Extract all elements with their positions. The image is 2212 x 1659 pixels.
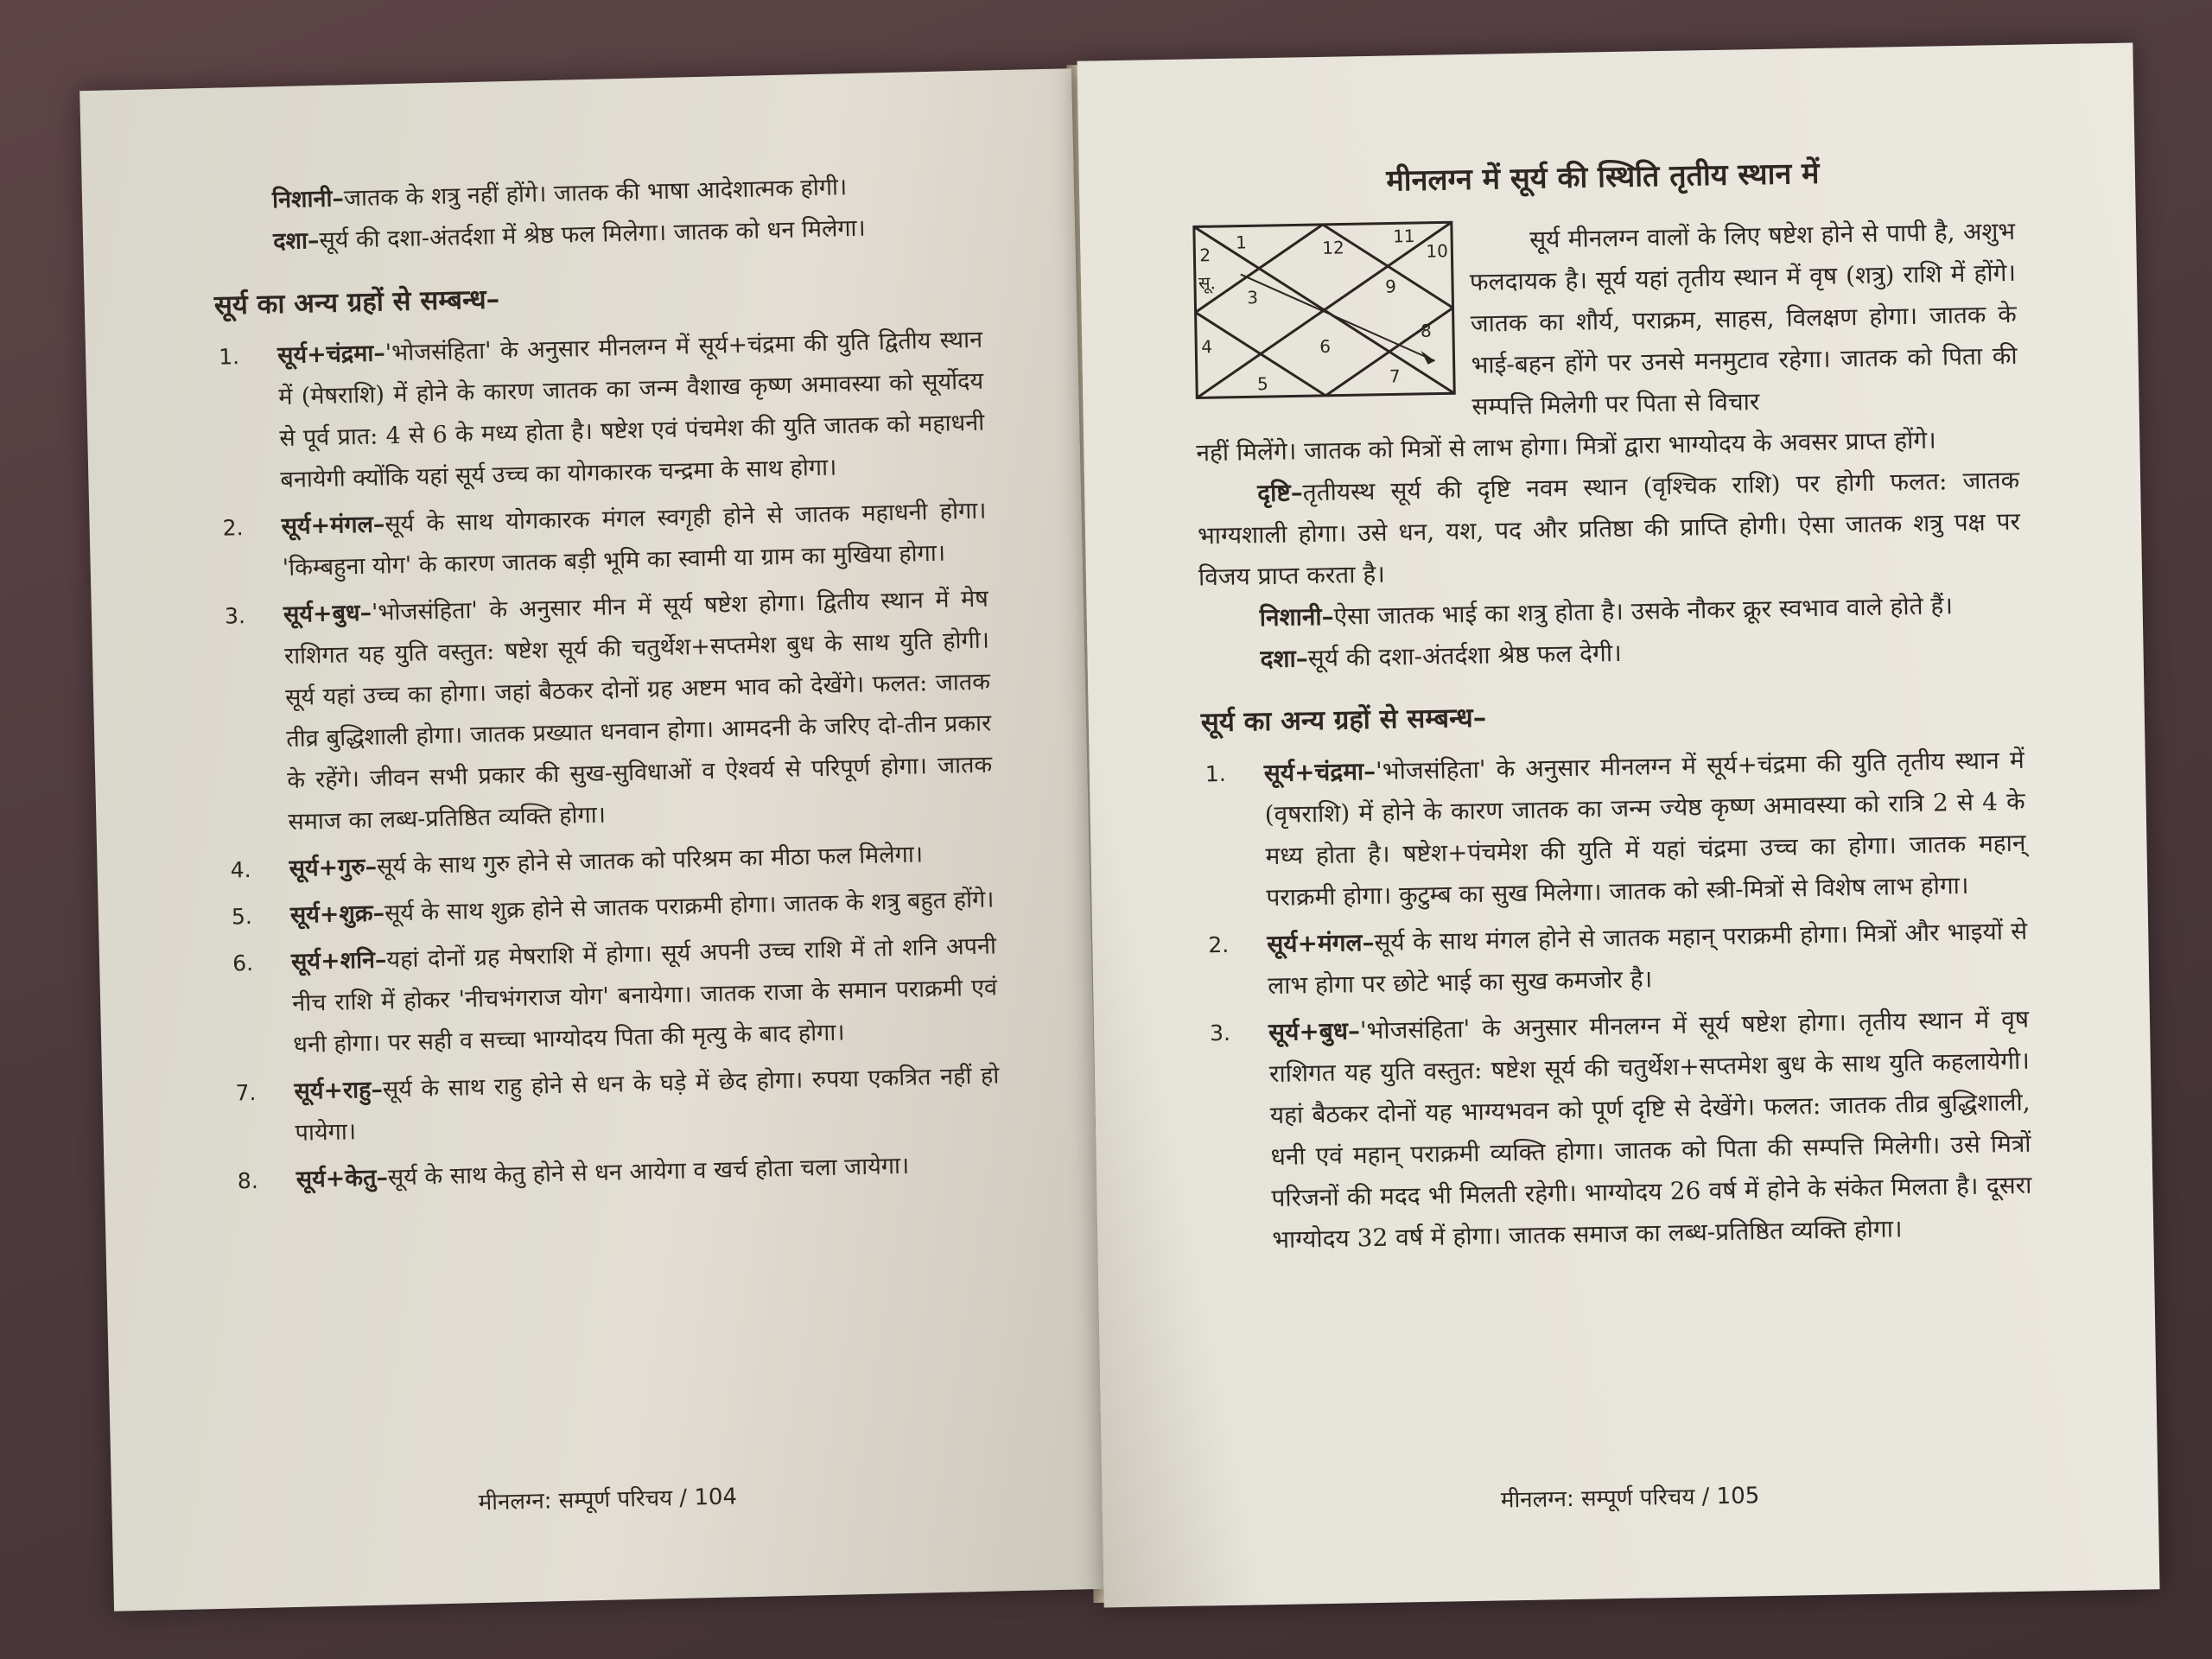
house-8-label: 8 <box>1420 320 1432 341</box>
right-section-heading: सूर्य का अन्य ग्रहों से सम्बन्ध– <box>1200 702 1487 739</box>
left-section-heading: सूर्य का अन्य ग्रहों से सम्बन्ध– <box>213 283 500 321</box>
intro-text: सूर्य की दशा-अंतर्दशा में श्रेष्ठ फल मिलेगा। जातक को धन मिलेगा। <box>319 214 867 255</box>
item-label: सूर्य+शनि– <box>290 946 387 976</box>
item-number: 3. <box>224 603 246 629</box>
list-item <box>1206 999 2033 1262</box>
item-label: सूर्य+बुध– <box>283 599 372 629</box>
right-intro-text: सूर्य मीनलग्न वालों के लिए षष्टेश होने से पापी है, अशुभ फलदायक है। सूर्य यहां तृतीय स्थान में वृष (शत्रु) राशि में होंगे। जातक का शौर्य, पराक्रम, साहस, विलक्षण होगा। जातक के भाई-बहन होंगे पर उनसे मनमुटाव रहेगा। जातक को पिता की सम्पत्ति मिलेगी पर पिता से विचार <box>1469 216 2018 421</box>
item-label: सूर्य+मंगल– <box>1267 927 1375 959</box>
house-11-label: 11 <box>1392 226 1415 247</box>
list-item <box>215 320 986 503</box>
item-text: सूर्य के साथ शुक्र होने से जातक पराक्रमी होगा। जातक के शत्रु बहुत होंगे। <box>384 886 995 927</box>
horoscope-chart-svg <box>1192 220 1456 399</box>
list-item <box>219 491 988 591</box>
left-page <box>79 68 1106 1611</box>
house-7-label: 7 <box>1389 365 1401 387</box>
para-label: निशानी– <box>1259 601 1334 632</box>
intro-label: दशा– <box>272 227 320 256</box>
item-label: सूर्य+चंद्रमा– <box>1263 756 1376 788</box>
para-label: दशा– <box>1260 644 1309 674</box>
list-item <box>1205 911 2029 1008</box>
item-number: 1. <box>218 344 240 370</box>
item-text: सूर्य के साथ केतु होने से धन आयेगा व खर्च होता चला जायेगा। <box>387 1152 910 1192</box>
item-number: 2. <box>222 515 244 541</box>
right-para-drishti <box>1197 460 2021 599</box>
intro-label: निशानी– <box>271 185 345 214</box>
item-label: सूर्य+शुक्र– <box>289 899 385 929</box>
item-text: 'भोजसंहिता' के अनुसार मीनलग्न में सूर्य+चंद्रमा की युति द्वितीय स्थान में (मेषराशि) में होने के कारण जातक का जन्म वैशाख कृष्ण अमावस्या को सूर्योदय से पूर्व प्रात: 4 से 6 के मध्य होता है। षष्टेश एवं पंचमेश की युति जातक को महाधनी बनायेगी क्योंकि यहां सूर्य उच्च का योगकारक चन्द्रमा के साथ होगा। <box>277 326 985 494</box>
house-9-label: 9 <box>1384 276 1397 297</box>
house-2-label: 2 <box>1199 245 1211 266</box>
item-number: 6. <box>232 950 254 976</box>
list-item <box>229 925 999 1067</box>
list-item <box>232 1055 1001 1155</box>
list-item <box>220 579 993 845</box>
house-5-label: 5 <box>1256 372 1268 395</box>
chart-and-intro <box>1192 211 2018 433</box>
left-relation-list <box>215 320 1002 1203</box>
item-text: सूर्य के साथ राहु होने से धन के घड़े में छेद होगा। रुपया एकत्रित नहीं हो पायेगा। <box>295 1062 1000 1147</box>
item-label: सूर्य+मंगल– <box>281 511 385 541</box>
right-page-footer: मीनलग्न: सम्पूर्ण परिचय / 105 <box>1500 1483 1760 1514</box>
para-text: तृतीयस्थ सूर्य की दृष्टि नवम स्थान (वृश्चिक राशि) पर होगी फलत: जातक भाग्यशाली होगा। उसे धन, यश, पद और प्रतिष्ठा की प्राप्ति होगी। ऐसा जातक शत्रु पक्ष पर विजय प्राप्त करता है। <box>1197 465 2021 592</box>
chart-diamond-edge <box>1194 225 1325 313</box>
item-text: यहां दोनों ग्रह मेषराशि में होगा। सूर्य अपनी उच्च राशि में तो शनि अपनी नीच राशि में होकर 'नीचभंगराज योग' बनायेगा। जातक राजा के समान पराक्रमी एवं धनी होगा। पर सही व सच्चा भाग्योदय पिता की मृत्यु के बाद होगा। <box>291 932 998 1058</box>
item-label: सूर्य+चंद्रमा– <box>276 340 386 370</box>
item-label: सूर्य+केतु– <box>296 1164 389 1193</box>
right-relation-list <box>1201 740 2032 1262</box>
item-label: सूर्य+गुरु– <box>289 853 378 882</box>
house-1-label: 1 <box>1235 232 1248 253</box>
item-number: 2. <box>1208 931 1230 958</box>
item-number: 4. <box>230 856 251 883</box>
planet-sun-label: सू. <box>1198 272 1217 294</box>
aspect-arrow-line <box>1241 271 1435 365</box>
item-label: सूर्य+राहु– <box>294 1076 384 1105</box>
house-12-label: 12 <box>1322 237 1344 258</box>
house-3-label: 3 <box>1247 287 1259 308</box>
horoscope-chart <box>1192 220 1457 432</box>
right-page-title: मीनलग्न में सूर्य की स्थिति तृतीय स्थान में <box>1386 156 1820 199</box>
item-number: 1. <box>1205 760 1227 787</box>
item-text: 'भोजसंहिता' के अनुसार मीनलग्न में सूर्य+चंद्रमा की युति तृतीय स्थान में (वृषराशि) में होने के कारण जातक का जन्म ज्येष्ठ कृष्ण अमावस्या को रात्रि 2 से 4 के मध्य होता है। षष्टेश+पंचमेश की युति में यहां चंद्रमा उच्च का होगा। जातक महान् पराक्रमी होगा। कुटुम्ब का सुख मिलेगा। जातक को स्त्री-मित्रों से विशेष लाभ होगा। <box>1264 745 2026 912</box>
item-number: 7. <box>235 1079 257 1106</box>
item-text: सूर्य के साथ मंगल होने से जातक महान् पराक्रमी होगा। मित्रों और भाइयों से लाभ होगा पर छोटे भाई का सुख कमजोर है। <box>1267 916 2028 1001</box>
para-label: दृष्टि– <box>1256 478 1303 508</box>
right-page <box>1077 42 2159 1607</box>
para-text: ऐसा जातक भाई का शत्रु होता है। उसके नौकर क्रूर स्वभाव वाले होते हैं। <box>1333 591 1954 631</box>
item-label: सूर्य+बुध– <box>1268 1016 1361 1047</box>
left-page-footer: मीनलग्न: सम्पूर्ण परिचय / 104 <box>478 1484 738 1516</box>
item-text: 'भोजसंहिता' के अनुसार मीनलग्न में सूर्य षष्टेश होगा। तृतीय स्थान में वृष राशिगत यह युति वस्तुत: षष्टेश सूर्य की चतुर्थेश+सप्तमेश बुध के साथ युति कहलायेगी। यहां बैठकर दोनों यह भाग्यभवन को पूर्ण दृष्टि से देखेंगे। फलत: जातक तीव्र बुद्धिशाली, धनी एवं महान् पराक्रमी व्यक्ति होगा। जातक को पिता की सम्पत्ति मिलेगी। उसे मित्रों परिजनों की मदद भी मिलती रहेगी। भाग्योदय 26 वर्ष में होने के संकेत मिलता है। दूसरा भाग्योदय 32 वर्ष में होगा। जातक समाज का लब्ध-प्रतिष्ठित व्यक्ति होगा। <box>1268 1004 2032 1255</box>
aspect-arrow-head <box>1421 351 1434 365</box>
item-text: सूर्य के साथ गुरु होने से जातक को परिश्रम का मीठा फल मिलेगा। <box>376 841 924 880</box>
right-intro-continued: नहीं मिलेंगे। जातक को मित्रों से लाभ होगा। मित्रों द्वारा भाग्योदय के अवसर प्राप्त होंगे। <box>1196 425 1937 467</box>
list-item <box>1201 740 2026 920</box>
item-number: 5. <box>231 903 253 930</box>
item-text: सूर्य के साथ योगकारक मंगल स्वगृही होने से जातक महाधनी होगा। 'किम्बहुना योग' के कारण जातक बड़ी भूमि का स्वामी या ग्राम का मुखिया होगा। <box>282 497 987 582</box>
para-text: सूर्य की दशा-अंतर्दशा श्रेष्ठ फल देगी। <box>1307 638 1622 673</box>
house-6-label: 6 <box>1319 335 1332 357</box>
item-text: 'भोजसंहिता' के अनुसार मीन में सूर्य षष्टेश होगा। द्वितीय स्थान में मेष राशिगत यह युति वस्तुत: षष्टेश सूर्य की चतुर्थेश+सप्तमेश बुध के साथ युति होगी। सूर्य यहां उच्च का होगा। जहां बैठकर दोनों ग्रह अष्टम भाव को देखेंगे। फलत: जातक तीव्र बुद्धिशाली होगा। जातक प्रख्यात धनवान होगा। आमदनी के जरिए दो-तीन प्रकार के रहेंगे। जीवन सभी प्रकार की सुख-सुविधाओं व ऐश्वर्य से परिपूर्ण होगा। जातक समाज का लब्ध-प्रतिष्ठित व्यक्ति होगा। <box>283 585 993 836</box>
house-4-label: 4 <box>1201 336 1213 358</box>
intro-text: जातक के शत्रु नहीं होंगे। जातक की भाषा आदेशात्मक होगी। <box>343 174 848 213</box>
house-10-label: 10 <box>1426 240 1449 262</box>
item-number: 8. <box>237 1167 259 1194</box>
item-number: 3. <box>1209 1020 1231 1046</box>
